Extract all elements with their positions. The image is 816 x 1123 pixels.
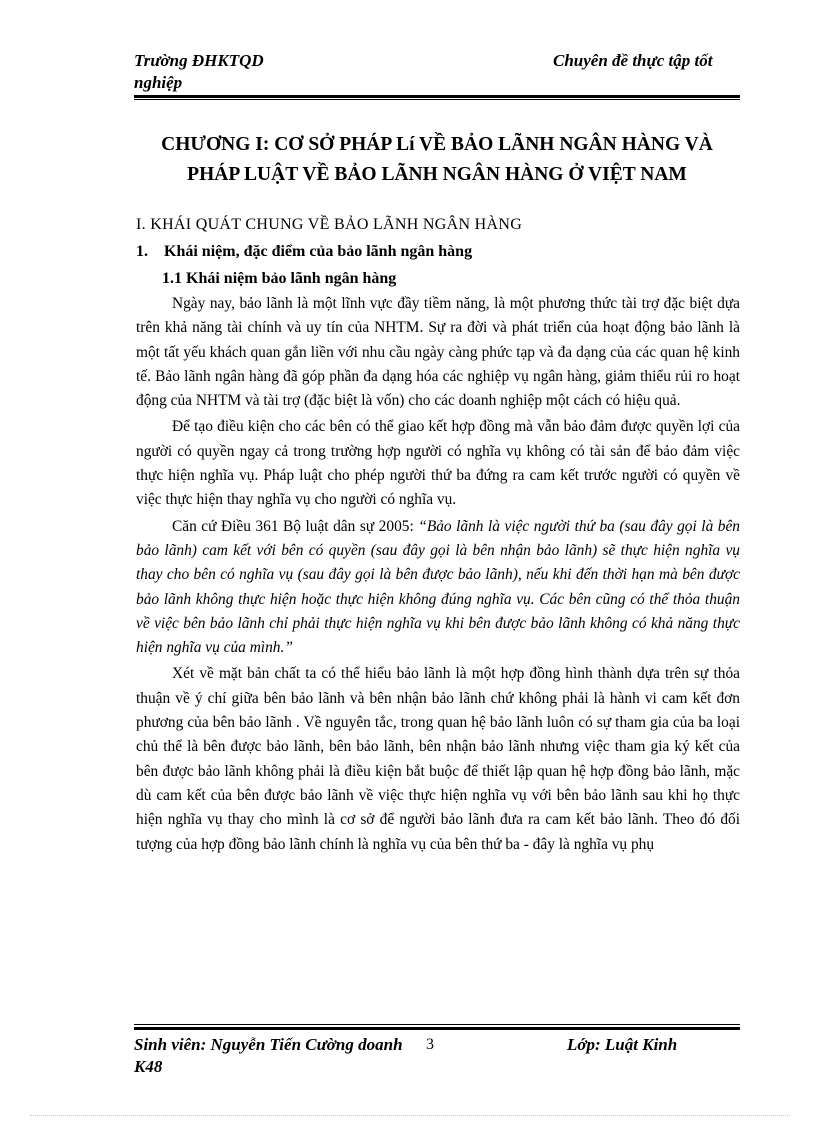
header-report-title: Chuyên đề thực tập tốt [553, 51, 713, 70]
header-rule-thin [134, 99, 740, 100]
chapter-title [134, 130, 740, 190]
paragraph-3-intro: Căn cứ Điều 361 Bộ luật dân sự 2005: [172, 517, 419, 535]
section-heading-1-number: 1. [136, 243, 148, 260]
chapter-title-line-2: PHÁP LUẬT VỀ BẢO LÃNH NGÂN HÀNG Ở VIỆT NAM [187, 164, 687, 185]
footer-class: Lớp: Luật Kinh [567, 1035, 678, 1054]
header-school: Trường ĐHKTQD nghiệp [134, 51, 264, 92]
body-text [136, 292, 740, 857]
section-heading-1-text: Khái niệm, đặc điểm của bảo lãnh ngân hàng [164, 243, 473, 260]
paragraph-3 [136, 515, 740, 661]
header-rule-thick [134, 95, 740, 98]
footer-rule-thick [134, 1027, 740, 1030]
paragraph-2: Để tạo điều kiện cho các bên có thể giao kết hợp đồng mà vẫn bảo đảm được quyền lợi của người có quyền ngay cả trong trường hợp người có nghĩa vụ không có tài sản để bảo đảm việc thực hiện nghĩa vụ. Pháp luật cho phép người thứ ba đứng ra cam kết trước người có quyền về việc thực hiện thay nghĩa vụ cho người có nghĩa vụ. [136, 418, 740, 509]
section-heading-1 [136, 243, 472, 261]
section-heading-roman: I. KHÁI QUÁT CHUNG VỀ BẢO LÃNH NGÂN HÀNG [136, 216, 523, 233]
footer-rule-thin [134, 1024, 740, 1025]
page-number: 3 [426, 1036, 434, 1053]
section-heading-1-1: 1.1 Khái niệm bảo lãnh ngân hàng [162, 270, 397, 287]
chapter-title-line-1: CHƯƠNG I: CƠ SỞ PHÁP Lí VỀ BẢO LÃNH NGÂN HÀNG VÀ [161, 134, 713, 155]
page-boundary-divider [30, 1115, 790, 1116]
paragraph-4: Xét về mặt bản chất ta có thể hiểu bảo lãnh là một hợp đồng hình thành dựa trên sự thỏa thuận về ý chí giữa bên bảo lãnh và bên nhận bảo lãnh chứ không phải là hành vi cam kết đơn phương của bên bảo lãnh . Về nguyên tắc, trong quan hệ bảo lãnh luôn có sự tham gia của ba loại chủ thể là bên được bảo lãnh, bên bảo lãnh, bên nhận bảo lãnh nhưng việc tham gia ký kết của bên được bảo lãnh không phải là điều kiện bắt buộc để thiết lập quan hệ hợp đồng bảo lãnh, mặc dù cam kết của bên được bảo lãnh về việc thực hiện nghĩa vụ với bên bảo lãnh sau khi họ thực hiện nghĩa vụ thay cho mình là cơ sở để người bảo lãnh đưa ra cam kết bảo lãnh. Theo đó đối tượng của hợp đồng bảo lãnh chính là nghĩa vụ của bên thứ ba - đây là nghĩa vụ phụ [136, 665, 740, 853]
paragraph-3-quote: “Bảo lãnh là việc người thứ ba (sau đây gọi là bên bảo lãnh) cam kết với bên có quyền (sau đây gọi là bên nhận bảo lãnh) sẽ thực hiện nghĩa vụ thay cho bên có nghĩa vụ (sau đây gọi là bên được bảo lãnh), nếu khi đến thời hạn mà bên được bảo lãnh không thực hiện hoặc thực hiện không đúng nghĩa vụ. Các bên cũng có thể thỏa thuận về việc bên bảo lãnh chỉ phải thực hiện nghĩa vụ khi bên được bảo lãnh không có khả năng thực hiện nghĩa vụ của mình.” [136, 517, 741, 657]
paragraph-1: Ngày nay, bảo lãnh là một lĩnh vực đầy tiềm năng, là một phương thức tài trợ đặc biệt dựa trên khả năng tài chính và uy tín của NHTM. Sự ra đời và phát triển của hoạt động bảo lãnh là một tất yếu khách quan gắn liền với nhu cầu ngày càng phức tạp và đa dạng của các quan hệ kinh tế. Bảo lãnh ngân hàng đã góp phần đa dạng hóa các nghiệp vụ ngân hàng, giảm thiểu rủi ro hoạt động của NHTM và tài trợ (đặc biệt là vốn) cho các doanh nghiệp một cách có hiệu quả. [136, 295, 740, 410]
footer-student: Sinh viên: Nguyễn Tiến Cường doanh K48 [134, 1035, 403, 1076]
